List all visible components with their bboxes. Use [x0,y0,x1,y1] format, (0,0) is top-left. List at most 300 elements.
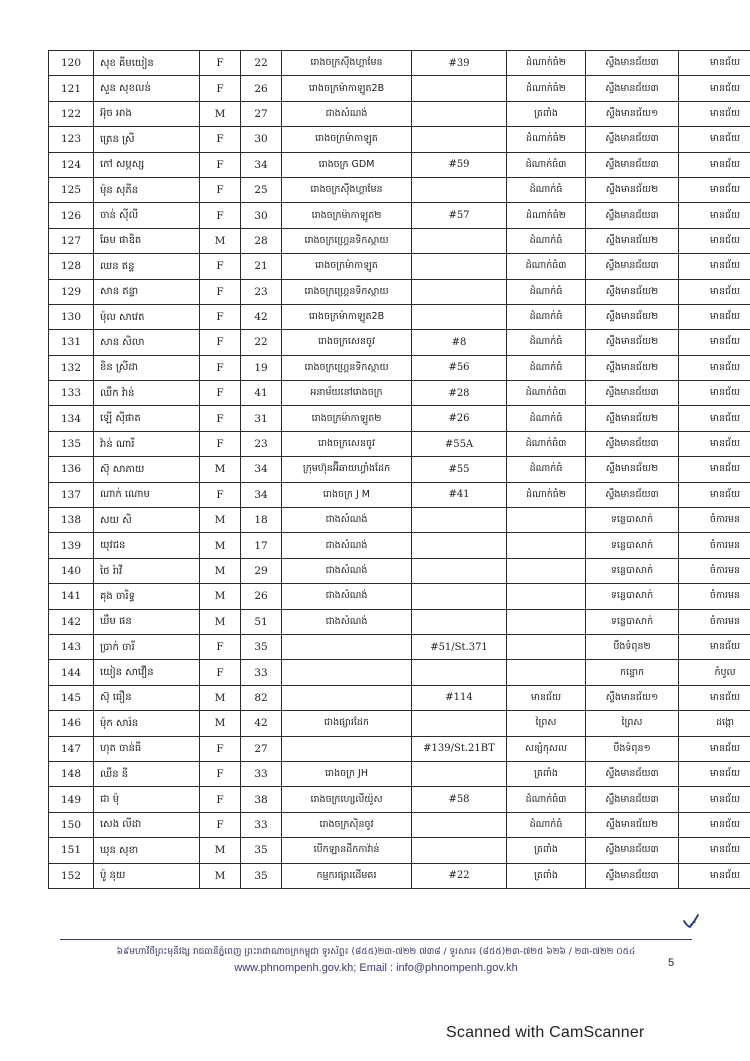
cell-person-name: ស៊ុ សាភាយ [94,457,200,482]
cell-person-name: ខិន ស្រីដា [94,355,200,380]
cell-village: ដំណាក់ធំ [507,330,586,355]
cell-district: មានជ័យ [679,51,750,76]
cell-workplace: ជាងសំណង់ [282,609,412,634]
cell-row-number: 144 [49,660,94,685]
cell-workplace: រោងចក្រម៉ាកាឡូត [282,254,412,279]
cell-workplace: ជាងសំណង់ [282,558,412,583]
cell-sex: M [200,838,241,863]
cell-sex: F [200,330,241,355]
cell-workplace: រោងចក្រស៊ិនចូវ [282,812,412,837]
cell-village: ដំណាក់ធំ [507,406,586,431]
cell-sex: F [200,787,241,812]
cell-age: 21 [241,254,282,279]
table-row [49,761,750,786]
cell-house-number: #58 [412,787,507,812]
cell-commune: ស្ទឹងមានជ័យ២ [586,355,679,380]
cell-person-name: ឈឹន នី [94,761,200,786]
cell-district: មានជ័យ [679,634,750,659]
cell-workplace: អនាម័យនៅរោងចក្រ [282,381,412,406]
cell-row-number: 142 [49,609,94,634]
table-row [49,508,750,533]
cell-sex: F [200,76,241,101]
cell-age: 41 [241,381,282,406]
cell-person-name: កៅ សម្ភស្ស [94,152,200,177]
table-row [49,76,750,101]
cell-sex: F [200,381,241,406]
cell-row-number: 141 [49,584,94,609]
table-row [49,177,750,202]
cell-sex: M [200,863,241,888]
cell-village [507,609,586,634]
cell-district: មានជ័យ [679,76,750,101]
cell-person-name: អ៊ុច អាង [94,101,200,126]
cell-house-number: #57 [412,203,507,228]
cell-commune: ទន្លេបាសាក់ [586,558,679,583]
cell-person-name: ណាក់ ណោម [94,482,200,507]
cell-house-number [412,761,507,786]
cell-house-number [412,609,507,634]
cell-workplace: រោងចក្រសេនចូវ [282,431,412,456]
table-row [49,660,750,685]
cell-commune: ស្ទឹងមានជ័យ៣ [586,254,679,279]
cell-person-name: ម៉ុល សាវេត [94,304,200,329]
table-row [49,711,750,736]
cell-commune: កន្ទោក [586,660,679,685]
table-row [49,736,750,761]
cell-village [507,634,586,659]
cell-row-number: 138 [49,508,94,533]
cell-district: មានជ័យ [679,685,750,710]
cell-district: មានជ័យ [679,228,750,253]
cell-row-number: 131 [49,330,94,355]
table-row [49,381,750,406]
cell-sex: M [200,457,241,482]
cell-row-number: 134 [49,406,94,431]
cell-workplace: រោងចក្រហ្សេលីយ៉ូស [282,787,412,812]
cell-district: មានជ័យ [679,254,750,279]
cell-age: 42 [241,711,282,736]
cell-workplace: បើកឡានដឹកកាវ៉ាន់ [282,838,412,863]
cell-age: 33 [241,761,282,786]
cell-house-number [412,584,507,609]
table-row [49,355,750,380]
cell-district: មានជ័យ [679,152,750,177]
cell-house-number [412,558,507,583]
cell-age: 35 [241,634,282,659]
cell-commune: ស្ទឹងមានជ័យ៣ [586,152,679,177]
cell-age: 42 [241,304,282,329]
cell-house-number [412,254,507,279]
cell-commune: បឹងទំពុន២ [586,634,679,659]
cell-village: ដំណាក់ធំ [507,355,586,380]
cell-village: ដំណាក់ធំ [507,304,586,329]
handwritten-check-icon [682,912,700,930]
cell-village: ដំណាក់ធំ២ [507,76,586,101]
table-row [49,304,750,329]
table-row [49,457,750,482]
cell-commune: ទន្លេបាសាក់ [586,584,679,609]
cell-house-number [412,76,507,101]
cell-age: 29 [241,558,282,583]
cell-commune: ស្ទឹងមានជ័យ៣ [586,76,679,101]
cell-house-number [412,533,507,558]
cell-village [507,508,586,533]
cell-sex: M [200,609,241,634]
cell-village: ដំណាក់ធំ៣ [507,431,586,456]
cell-row-number: 150 [49,812,94,837]
cell-house-number [412,711,507,736]
cell-row-number: 135 [49,431,94,456]
cell-age: 51 [241,609,282,634]
cell-commune: ស្ទឹងមានជ័យ៣ [586,381,679,406]
cell-village: ដំណាក់ធំ៣ [507,254,586,279]
cell-village: ដំណាក់ធំ [507,279,586,304]
table-row [49,812,750,837]
cell-sex: F [200,761,241,786]
cell-commune: ស្ទឹងមានជ័យ២ [586,406,679,431]
cell-row-number: 125 [49,177,94,202]
cell-workplace: ជាងសំណង់ [282,508,412,533]
cell-sex: M [200,101,241,126]
cell-house-number [412,127,507,152]
cell-commune: ទន្លេបាសាក់ [586,609,679,634]
cell-sex: F [200,304,241,329]
cell-age: 38 [241,787,282,812]
cell-row-number: 148 [49,761,94,786]
cell-workplace: រោងចក្រម៉ាកាឡូត២ [282,203,412,228]
cell-district: មានជ័យ [679,330,750,355]
cell-age: 25 [241,177,282,202]
cell-row-number: 123 [49,127,94,152]
cell-workplace: រោងចក្រស៊ីងហ្គាមែន [282,177,412,202]
cell-row-number: 152 [49,863,94,888]
cell-district: មានជ័យ [679,787,750,812]
cell-person-name: សាន ឥន្ទា [94,279,200,304]
cell-person-name: ថៃ រ៉ាវី [94,558,200,583]
cell-house-number [412,228,507,253]
cell-person-name: សុខ គីមយៀន [94,51,200,76]
cell-person-name: ឆែម ផាឌិត [94,228,200,253]
cell-village: ដំណាក់ធំ [507,228,586,253]
table-row [49,127,750,152]
table-row [49,152,750,177]
cell-workplace: រោងចក្រ J M [282,482,412,507]
cell-district: ចំការមន [679,508,750,533]
cell-person-name: ឈន ឥន្ទ [94,254,200,279]
cell-row-number: 122 [49,101,94,126]
cell-workplace [282,660,412,685]
cell-sex: F [200,279,241,304]
cell-sex: F [200,177,241,202]
cell-sex: M [200,558,241,583]
cell-house-number: #59 [412,152,507,177]
cell-house-number [412,101,507,126]
cell-person-name: ស៊ុ ធឿន [94,685,200,710]
cell-person-name: ប្រាក់ ចារី [94,634,200,659]
cell-sex: F [200,203,241,228]
cell-district: ចំការមន [679,558,750,583]
cell-house-number: #56 [412,355,507,380]
cell-age: 18 [241,508,282,533]
cell-person-name: ម៉ុន សុភីន [94,177,200,202]
cell-house-number [412,304,507,329]
cell-village: ដំណាក់ធំ [507,177,586,202]
cell-sex: M [200,584,241,609]
cell-workplace: រោងចក្រសេនចូវ [282,330,412,355]
cell-person-name: សយ សិ [94,508,200,533]
cell-district: មានជ័យ [679,736,750,761]
cell-district: មានជ័យ [679,177,750,202]
cell-person-name: ឈឹក វ៉ាន់ [94,381,200,406]
cell-age: 28 [241,228,282,253]
cell-sex: F [200,660,241,685]
cell-sex: F [200,736,241,761]
cell-village: ដំណាក់ធំ៣ [507,381,586,406]
cell-workplace: កម្មករផ្សារដើមគរ [282,863,412,888]
cell-district: មានជ័យ [679,812,750,837]
cell-sex: F [200,812,241,837]
cell-person-name: សេង លីដា [94,812,200,837]
cell-age: 34 [241,457,282,482]
cell-workplace: រោងចក្រ JH [282,761,412,786]
cell-village: ត្រពាំង [507,101,586,126]
cell-age: 30 [241,127,282,152]
scanner-watermark: Scanned with CamScanner [446,1024,645,1041]
cell-commune: ស្ទឹងមានជ័យ៣ [586,51,679,76]
cell-commune: ស្ទឹងមានជ័យ៣ [586,127,679,152]
cell-sex: F [200,51,241,76]
cell-district: មានជ័យ [679,355,750,380]
cell-workplace: ជាងសំណង់ [282,584,412,609]
cell-sex: F [200,152,241,177]
cell-sex: F [200,127,241,152]
cell-age: 33 [241,812,282,837]
cell-age: 17 [241,533,282,558]
footer-address: ៦៩មហាវិថីព្រះមុនីវង្ស រាជធានីភ្នំពេញ ព្រះរាជាណាចក្រកម្ពុជា ទូរស័ព្ទ៖ (៨៥៥)២៣-៧២២ ៧៣៨ / ទូរសារ៖ (៨៥៥)២៣-៧២៥ ៦២៦ / ២៣-៧២២ ០៥៤ [116,947,636,957]
cell-sex: F [200,634,241,659]
cell-house-number: #22 [412,863,507,888]
cell-commune: ស្ទឹងមានជ័យ២ [586,279,679,304]
cell-sex: M [200,685,241,710]
cell-district: ចំការមន [679,584,750,609]
cell-row-number: 128 [49,254,94,279]
cell-district: មានជ័យ [679,101,750,126]
cell-commune: ស្ទឹងមានជ័យ២ [586,177,679,202]
cell-commune: ស្ទឹងមានជ័យ៣ [586,761,679,786]
cell-village: ត្រពាំង [507,838,586,863]
table-row [49,584,750,609]
cell-sex: M [200,711,241,736]
cell-row-number: 121 [49,76,94,101]
cell-sex: F [200,254,241,279]
cell-district: មានជ័យ [679,482,750,507]
table-row [49,787,750,812]
footer-website: www.phnompenh.gov.kh; Email : info@phnompenh.gov.kh [234,962,518,974]
cell-village: ព្រៃស [507,711,586,736]
cell-village: ត្រពាំង [507,761,586,786]
cell-person-name: ហុត ចាន់ធី [94,736,200,761]
cell-village: ដំណាក់ធំ២ [507,51,586,76]
cell-person-name: ជា ម៉ុ [94,787,200,812]
cell-house-number: #41 [412,482,507,507]
cell-row-number: 120 [49,51,94,76]
cell-commune: ស្ទឹងមានជ័យ៣ [586,838,679,863]
cell-workplace: ក្រុមហ៊ុនអ៊ីឆាយហ្វាំងដែក [282,457,412,482]
cell-age: 22 [241,330,282,355]
cell-workplace: រោងចក្រហ្គ្រេនទិកស្កាយ [282,279,412,304]
cell-commune: ព្រៃស [586,711,679,736]
table-row [49,609,750,634]
cell-commune: ស្ទឹងមានជ័យ១ [586,685,679,710]
cell-village [507,558,586,583]
cell-row-number: 130 [49,304,94,329]
cell-workplace: រោងចក្រហ្គ្រេនទិកស្កាយ [282,228,412,253]
cell-house-number: #55 [412,457,507,482]
table-row [49,101,750,126]
cell-commune: ស្ទឹងមានជ័យ២ [586,228,679,253]
cell-row-number: 149 [49,787,94,812]
cell-house-number: #51/St.371 [412,634,507,659]
cell-workplace: ជាងសំណង់ [282,101,412,126]
cell-house-number [412,508,507,533]
cell-age: 34 [241,482,282,507]
cell-sex: F [200,406,241,431]
table-row [49,634,750,659]
table-row [49,406,750,431]
cell-person-name: ប៉ូ នុយ [94,863,200,888]
records-table [48,50,750,889]
cell-house-number [412,660,507,685]
cell-house-number: #55A [412,431,507,456]
cell-person-name: ចាន់ ស៊ីលី [94,203,200,228]
cell-person-name: សាន សិលា [94,330,200,355]
cell-house-number: #114 [412,685,507,710]
cell-district: មានជ័យ [679,431,750,456]
cell-commune: ស្ទឹងមានជ័យ៣ [586,482,679,507]
cell-row-number: 127 [49,228,94,253]
table-row [49,685,750,710]
cell-workplace [282,634,412,659]
cell-commune: ទន្លេបាសាក់ [586,508,679,533]
cell-person-name: ឃឹម ផន [94,609,200,634]
cell-row-number: 139 [49,533,94,558]
cell-house-number [412,812,507,837]
cell-row-number: 126 [49,203,94,228]
cell-row-number: 145 [49,685,94,710]
cell-district: មានជ័យ [679,304,750,329]
table-row [49,254,750,279]
cell-person-name: ឡើ ស៊ីផាត [94,406,200,431]
cell-village [507,533,586,558]
cell-sex: M [200,533,241,558]
table-row [49,863,750,888]
cell-sex: F [200,355,241,380]
table-row [49,558,750,583]
cell-workplace: រោងចក្រម៉ាកាឡូត2B [282,76,412,101]
cell-age: 35 [241,863,282,888]
cell-person-name: គុង ចារិទ្ធ [94,584,200,609]
cell-district: មានជ័យ [679,761,750,786]
cell-age: 19 [241,355,282,380]
cell-age: 31 [241,406,282,431]
cell-row-number: 143 [49,634,94,659]
cell-age: 27 [241,736,282,761]
cell-village: ត្រពាំង [507,863,586,888]
cell-commune: ទន្លេបាសាក់ [586,533,679,558]
cell-age: 23 [241,431,282,456]
cell-district: កំបូល [679,660,750,685]
cell-workplace: ជាងផ្សារដែក [282,711,412,736]
records-table-container [48,50,741,889]
cell-house-number: #8 [412,330,507,355]
cell-village: មានជ័យ [507,685,586,710]
cell-sex: F [200,482,241,507]
cell-district: មានជ័យ [679,381,750,406]
cell-village: ដំណាក់ធំ២ [507,203,586,228]
cell-row-number: 137 [49,482,94,507]
cell-district: មានជ័យ [679,406,750,431]
cell-age: 27 [241,101,282,126]
cell-commune: ស្ទឹងមានជ័យ៣ [586,787,679,812]
page-number: 5 [668,957,675,969]
cell-commune: ស្ទឹងមានជ័យ២ [586,304,679,329]
cell-district: ដង្កោ [679,711,750,736]
cell-village: ដំណាក់ធំ [507,812,586,837]
cell-district: មានជ័យ [679,279,750,304]
cell-sex: M [200,508,241,533]
cell-commune: បឹងទំពុន១ [586,736,679,761]
cell-district: ចំការមន [679,533,750,558]
cell-house-number: #26 [412,406,507,431]
table-row [49,279,750,304]
cell-district: មានជ័យ [679,863,750,888]
cell-village: ដំណាក់ធំ [507,457,586,482]
cell-row-number: 146 [49,711,94,736]
cell-commune: ស្ទឹងមានជ័យ៣ [586,203,679,228]
table-row [49,330,750,355]
cell-house-number: #39 [412,51,507,76]
cell-workplace: រោងចក្រម៉ាកាឡូត [282,127,412,152]
cell-house-number [412,838,507,863]
table-row [49,431,750,456]
cell-age: 34 [241,152,282,177]
cell-workplace [282,685,412,710]
cell-age: 33 [241,660,282,685]
cell-age: 26 [241,76,282,101]
cell-person-name: សួន សុខលន់ [94,76,200,101]
cell-village: ដំណាក់ធំ២ [507,482,586,507]
cell-person-name: វ៉ាន់ ណារី [94,431,200,456]
cell-person-name: យៀន សាវឿន [94,660,200,685]
cell-age: 22 [241,51,282,76]
cell-district: មានជ័យ [679,127,750,152]
cell-workplace: រោងចក្រហ្គ្រេនទិកស្កាយ [282,355,412,380]
table-row [49,51,750,76]
cell-sex: M [200,228,241,253]
cell-village: ដំណាក់ធំ២ [507,127,586,152]
cell-row-number: 147 [49,736,94,761]
cell-age: 82 [241,685,282,710]
cell-person-name: ឃុន សុខា [94,838,200,863]
cell-row-number: 132 [49,355,94,380]
cell-workplace: រោងចក្រម៉ាកាឡូត២ [282,406,412,431]
cell-row-number: 129 [49,279,94,304]
table-row [49,533,750,558]
cell-row-number: 133 [49,381,94,406]
cell-commune: ស្ទឹងមានជ័យ១ [586,101,679,126]
cell-village: សន្សំកុសល [507,736,586,761]
cell-house-number [412,279,507,304]
